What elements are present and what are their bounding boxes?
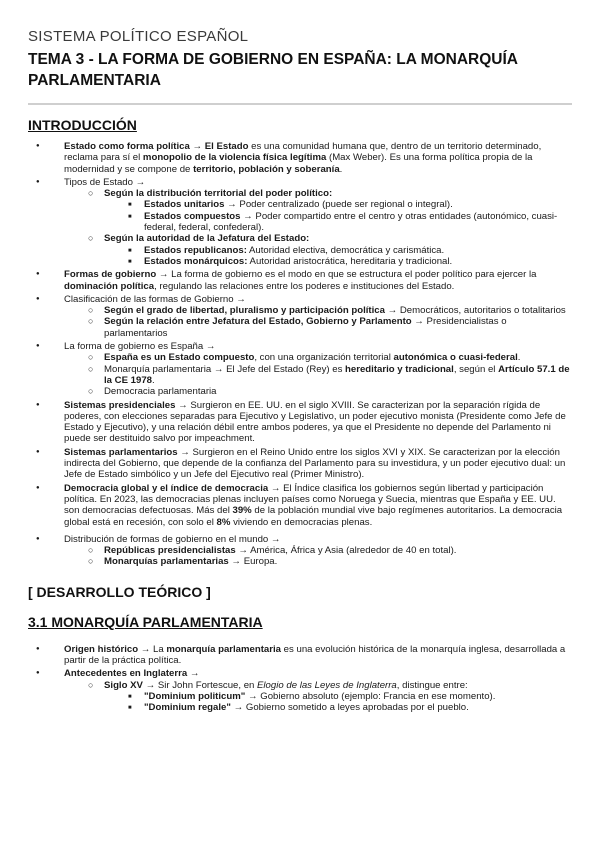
term: Repúblicas presidencialistas	[104, 545, 236, 557]
title-divider	[28, 103, 572, 105]
text: → Europa.	[228, 556, 278, 568]
text: Surgieron en EE. UU. en el siglo XVIII. Se caracterizan por la separación rígida de poderes, con elecciones separadas para Ejecutivo y Legislativo, un poder ejecutivo monista (Presidente como Jefe de Estado y Ejecutivo), y una relación débil entre ambos poderes, ya que el Presidente no depende del Parlamento ni puede ser destituido salvo por impeachment.	[64, 399, 566, 445]
term: Estados unitarios	[144, 199, 225, 211]
list-item-clasificacion	[28, 294, 572, 339]
list-item-formas	[28, 269, 572, 292]
list-item-indice	[28, 483, 572, 528]
text: .	[339, 163, 343, 175]
list-item-grado	[64, 305, 572, 316]
text: , con una organización territorial	[254, 352, 394, 364]
list-item-origen	[28, 644, 572, 667]
text: → Poder compartido entre el centro y otras entidades (autonómico, cuasi-federal, federal, confederal).	[144, 210, 558, 234]
list-item-antecedentes	[28, 668, 572, 713]
text: .	[152, 374, 155, 386]
list-item-jefatura	[64, 233, 572, 267]
sublist	[104, 691, 572, 714]
subject-kicker: SISTEMA POLÍTICO ESPAÑOL	[28, 28, 249, 45]
term: España es un Estado compuesto	[104, 352, 255, 364]
text: Distribución de formas de gobierno en el mundo →	[64, 533, 281, 545]
list-item-democracia	[64, 386, 572, 397]
term: territorio, población y soberanía	[193, 163, 340, 175]
sublist	[64, 545, 572, 568]
term: autonómica o cuasi-federal	[393, 352, 518, 364]
text: → Poder centralizado (puede ser regional o integral).	[224, 199, 453, 211]
list-item-presidenciales	[28, 400, 572, 445]
list-item-relacion	[64, 316, 572, 339]
list-item-parlamentarios	[28, 447, 572, 481]
text: .	[517, 352, 521, 364]
list-item-compuesto	[64, 352, 572, 363]
text: es una comunidad humana que, dentro de un territorio determinado, reclama para sí el	[64, 141, 542, 164]
list-item-espana	[28, 341, 572, 397]
text: Surgieron en el Reino Unido entre los siglos XVI y XIX. Se caracterizan por la elección indirecta del Gobierno, que depende de la confianza del Parlamento para su investidura, y un poder ejecutivo dual: un Jefe de Estado simbólico y un Jefe del Ejecutivo real (Primer Ministro).	[64, 446, 566, 481]
list-item-politicum	[104, 691, 572, 702]
term: hereditario y tradicional	[345, 363, 454, 375]
monarquia-list	[28, 644, 572, 714]
list-item-monarquicos	[104, 256, 572, 267]
term: Estado como forma política → El Estado	[64, 141, 249, 152]
book-title: Elogio de las Leyes de Inglaterra	[257, 679, 397, 691]
list-item-tipos	[28, 177, 572, 267]
term: Origen histórico →	[64, 643, 151, 655]
term: Según la autoridad de la Jefatura del Estado:	[104, 233, 310, 245]
text: → América, África y Asia (alrededor de 40 en total).	[235, 545, 457, 557]
section-heading-introduccion: INTRODUCCIÓN	[28, 117, 137, 133]
sublist	[64, 188, 572, 267]
term: Según la relación entre Jefatura del Estado, Gobierno y Parlamento	[104, 316, 412, 328]
term: "Dominium regale"	[144, 702, 231, 714]
text: Tipos de Estado →	[64, 176, 146, 188]
term: monopolio de la violencia física legítima	[142, 152, 327, 164]
list-item-unitarios	[104, 199, 572, 210]
term: 8%	[216, 516, 231, 528]
term: Democracia global y el índice de democracia →	[64, 482, 281, 494]
text: Autoridad electiva, democrática y carismática.	[246, 244, 445, 256]
term: Estados monárquicos:	[144, 255, 248, 267]
text: → El Jefe del Estado (Rey) es	[211, 363, 346, 375]
term: dominación política	[64, 280, 155, 292]
term: Artículo 57.1 de la CE 1978	[104, 363, 570, 386]
text: La forma de gobierno es España →	[64, 341, 216, 353]
text: → Gobierno absoluto (ejemplo: Francia en ese momento).	[245, 690, 496, 702]
term: monarquía parlamentaria	[166, 643, 282, 655]
text: Autoridad aristocrática, hereditaria y tradicional.	[247, 255, 453, 267]
term: Según la distribución territorial del poder político:	[104, 188, 333, 200]
term: Siglo XV	[104, 679, 143, 691]
sublist	[64, 680, 572, 714]
list-item-territorial	[64, 188, 572, 233]
text: → Presidencialistas o parlamentarios	[104, 316, 507, 339]
term: Según el grado de libertad, pluralismo y participación política	[104, 305, 385, 317]
term: Monarquías parlamentarias	[104, 556, 229, 568]
page-title: TEMA 3 - LA FORMA DE GOBIERNO EN ESPAÑA: LA MONARQUÍA PARLAMENTARIA	[28, 51, 518, 89]
term: Estados compuestos	[144, 210, 241, 222]
text: , según el	[453, 363, 499, 375]
list-item-distribucion	[28, 534, 572, 568]
text: de la población mundial vive bajo regímenes autoritarios. La democracia global está en recesión, con solo el	[64, 505, 563, 528]
sublist	[64, 305, 572, 339]
list-item-republicanos	[104, 245, 572, 256]
text: La	[150, 643, 167, 655]
text: La forma de gobierno es el modo en que se estructura el poder político para ejercer la	[168, 269, 537, 281]
text: → Sir John Fortescue, en	[142, 679, 258, 691]
term: Sistemas parlamentarios →	[64, 446, 190, 458]
text: Monarquía parlamentaria	[104, 363, 212, 375]
text: , distingue entre:	[396, 679, 468, 691]
intro-list	[28, 141, 572, 568]
sublist	[104, 199, 572, 233]
text: es una evolución histórica de la monarquía inglesa, desarrollada a partir de la práctica política.	[64, 643, 566, 666]
list-item-siglo	[64, 680, 572, 714]
term: Sistemas presidenciales →	[64, 399, 188, 411]
text: → Democráticos, autoritarios o totalitarios	[384, 305, 566, 317]
sublist	[104, 245, 572, 268]
term: 39%	[232, 505, 252, 517]
term: Formas de gobierno →	[64, 269, 169, 281]
list-item-regale	[104, 702, 572, 713]
list-item-monarquia	[64, 364, 572, 387]
sublist	[64, 352, 572, 397]
term: Estados republicanos:	[144, 244, 247, 256]
list-item-compuestos	[104, 211, 572, 234]
term: "Dominium politicum"	[144, 690, 246, 702]
list-item-estado	[28, 141, 572, 175]
text: → Gobierno sometido a leyes aprobadas por el pueblo.	[230, 702, 469, 714]
term: Antecedentes en Inglaterra →	[64, 668, 200, 680]
section-heading-monarquia: 3.1 MONARQUÍA PARLAMENTARIA	[28, 613, 263, 630]
text: viviendo en democracias plenas.	[230, 516, 373, 528]
text: Clasificación de las formas de Gobierno →	[64, 293, 246, 305]
section-heading-desarrollo: [ DESARROLLO TEÓRICO ]	[28, 583, 211, 600]
text: Democracia parlamentaria	[104, 386, 217, 398]
text: , regulando las relaciones entre los poderes e instituciones del Estado.	[154, 280, 455, 292]
text: El Índice clasifica los gobiernos según libertad y participación política. En 2023, las democracias plenas incluyen países como Noruega y Suecia, mientras que España y EE. UU. son democracias defectuosas. Más del	[64, 482, 556, 517]
list-item-monarquias	[64, 556, 572, 567]
text: (Max Weber). Es una forma política propia de la modernidad y se compone de	[64, 152, 533, 175]
list-item-republicas	[64, 545, 572, 556]
